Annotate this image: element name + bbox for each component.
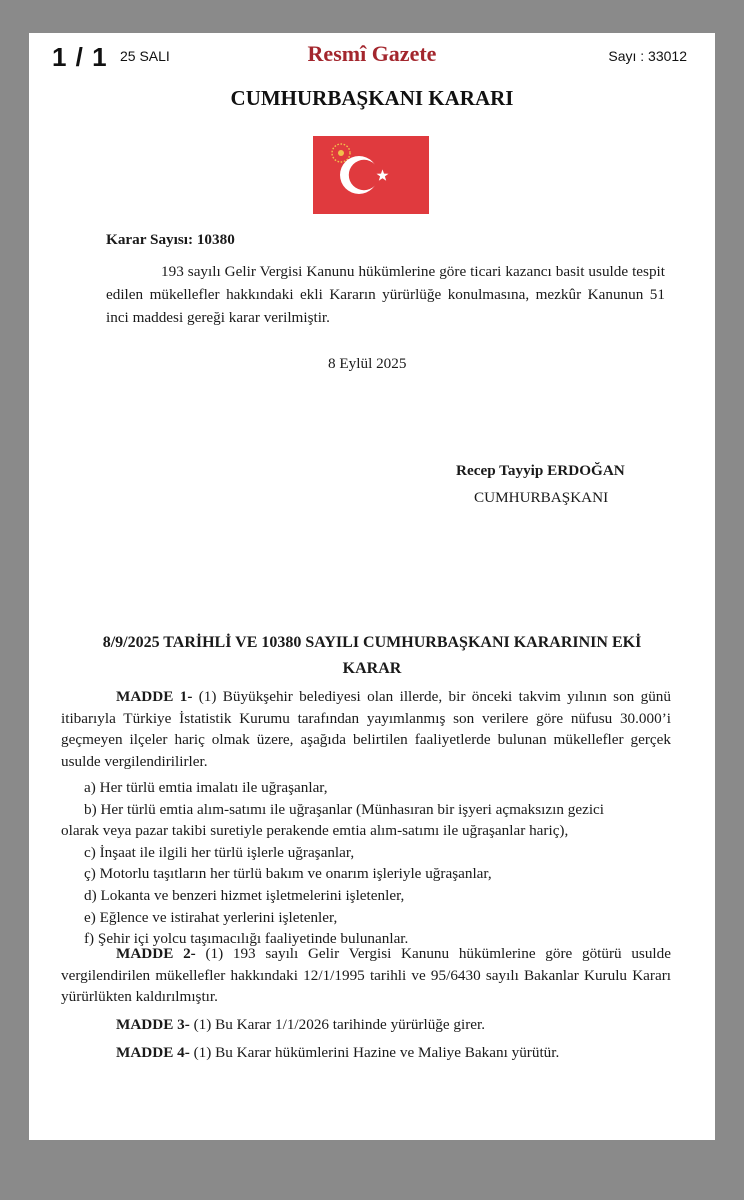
article-2	[61, 943, 671, 1008]
page-counter: 1 / 1	[52, 42, 108, 72]
crescent-inner	[349, 160, 379, 190]
article-4	[61, 1042, 671, 1063]
list-item-c: c) İnşaat ile ilgili her türlü işlerle uğraşanlar,	[84, 843, 355, 861]
annex-title-line2: KARAR	[342, 660, 402, 677]
article-3-label: MADDE 3-	[116, 1016, 190, 1033]
decree-number: Karar Sayısı: 10380	[106, 231, 235, 248]
article-1	[61, 686, 671, 772]
decree-title: CUMHURBAŞKANI KARARI	[230, 86, 514, 110]
article-1-label: MADDE 1-	[116, 688, 193, 705]
annex-title-line1: 8/9/2025 TARİHLİ VE 10380 SAYILI CUMHURBAŞKANI KARARININ EKİ	[102, 634, 642, 651]
article-3	[61, 1014, 671, 1035]
list-item-d: d) Lokanta ve benzeri hizmet işletmelerini işletenler,	[84, 886, 405, 904]
decree-body: 193 sayılı Gelir Vergisi Kanunu hükümlerine göre ticari kazancı basit usulde tespit edilen mükellefler hakkındaki ekli Kararın yürürlüğe konulmasına, mezkûr Kanunun 51 inci maddesi gereği karar verilmiştir.	[106, 263, 665, 326]
gazette-name: Resmî Gazete	[307, 41, 437, 66]
issue-number: Sayı : 33012	[608, 48, 687, 64]
signer-title: CUMHURBAŞKANI	[474, 489, 609, 506]
article-2-label: MADDE 2-	[116, 945, 196, 962]
article-2-text: (1) 193 sayılı Gelir Vergisi Kanunu hükümlerine göre götürü usulde vergilendirilen mükellefler hakkındaki 12/1/1995 tarihli ve 95/6430 sayılı Bakanlar Kurulu Kararı yürürlükten kaldırılmıştır.	[61, 945, 671, 1005]
header-date: 25 SALI	[120, 48, 170, 64]
article-1-text: (1) Büyükşehir belediyesi olan illerde, bir önceki takvim yılının son günü itibarıyla Türkiye İstatistik Kurumu tarafından yayımlanmış son verilere göre nüfusu 30.000’i geçmeyen ilçeler hariç olmak üzere, aşağıda belirtilen faaliyetlerde bulunan mükellefler gerçek usulde vergilendirilirler.	[61, 688, 671, 770]
decree-date: 8 Eylül 2025	[328, 355, 407, 372]
list-item-b: b) Her türlü emtia alım-satımı ile uğraşanlar (Münhasıran bir işyeri açmaksızın gezici	[84, 800, 604, 818]
list-item-b-continuation: olarak veya pazar takibi suretiyle perakende emtia alım-satımı ile uğraşanlar hariç),	[61, 822, 569, 840]
list-item-a: a) Her türlü emtia imalatı ile uğraşanlar,	[84, 779, 328, 796]
list-item-f: f) Şehir içi yolcu taşımacılığı faaliyetinde bulunanlar.	[84, 930, 409, 948]
list-item-c-cedilla: ç) Motorlu taşıtların her türlü bakım ve onarım işleriyle uğraşanlar,	[84, 865, 492, 883]
activity-list	[0, 777, 744, 950]
article-4-text: (1) Bu Karar hükümlerini Hazine ve Maliye Bakanı yürütür.	[189, 1044, 560, 1061]
turkish-flag-icon	[313, 136, 429, 214]
article-4-label: MADDE 4-	[116, 1044, 190, 1061]
annex-title	[40, 630, 704, 682]
article-3-text: (1) Bu Karar 1/1/2026 tarihinde yürürlüğe girer.	[189, 1016, 486, 1033]
signer-name: Recep Tayyip ERDOĞAN	[456, 462, 625, 479]
list-item-e: e) Eğlence ve istirahat yerlerini işletenler,	[84, 908, 338, 926]
